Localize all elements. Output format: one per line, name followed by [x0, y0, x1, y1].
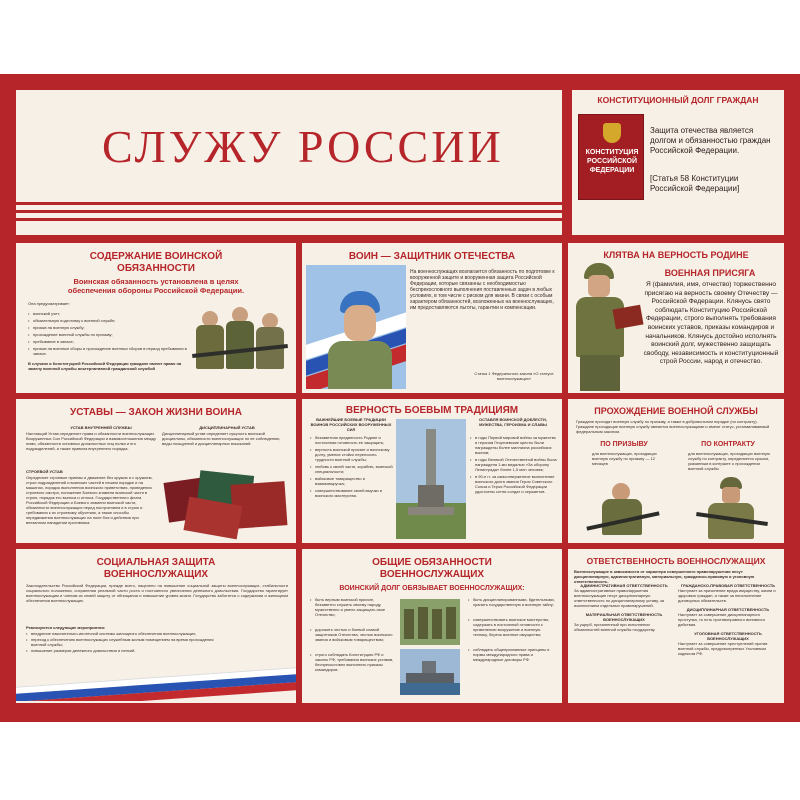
social-item: • переход к обеспечению военнослужащих служебным жилым помещением на время прохождения военной службы; [26, 637, 226, 647]
tradition-item: • совершенствование своей выучки и воинского мастерства. [310, 488, 394, 498]
responsibility-section-text: Наступает за совершение дисциплинарного проступка, то есть противоправного виновного действия. [678, 612, 766, 627]
duties-intro: Она предусматривает: [28, 301, 70, 306]
oath-title: КЛЯТВА НА ВЕРНОСТЬ РОДИНЕ [603, 250, 749, 260]
regulations-t3: Определяет строевые приемы и движение без оружия и с оружием, строи подразделений и воинских частей в пешем порядке и на машинах, порядок выполнения воинского приветствия, проведения строевого смотра, положение Боевого знамени воинской части в строю, порядок его выноса и относа. Государственного флага Российской Федерации и Боевого знамени воинской части, обязанности военнослужащих перед построением и в строю и требования к их строевому обучению, а также способы передвижения военнослужащих на поле боя и действия при внезапном нападении противника. [26, 475, 153, 525]
tradition-item: • в годы Великой Отечественной войны была награждена 1-ми медалью «За оборону Ленинграда» более 1,5 млн человек; [470, 457, 558, 472]
constitutional-text: Защита отечества является долгом и обязанностью граждан Российской Федерации. [650, 126, 771, 155]
responsibility-section-title: АДМИНИСТРАТИВНАЯ ОТВЕТСТВЕННОСТЬ [580, 583, 668, 588]
soldiers-group-image [192, 305, 292, 387]
duties-item: • призыв на военную службу; [28, 325, 188, 330]
passage-title: ПРОХОЖДЕНИЕ ВОЕННОЙ СЛУЖБЫ [594, 406, 758, 416]
general-subtitle: ВОИНСКИЙ ДОЛГ ОБЯЗЫВАЕТ ВОЕННОСЛУЖАЩИХ: [339, 585, 525, 592]
responsibility-section-text: Наступает за совершение преступлений против военной службы, предусмотренных Уголовным кодексом РФ. [678, 641, 768, 656]
regulations-t1: Настоящий Устав определяет права и обязанности военнослужащих Вооруженных Сил Российской Федерации и взаимоотношения между ними, обязанности основных должностных лиц полка и его подразделений, а также правила внутреннего порядка. [26, 431, 157, 451]
ship-image [400, 649, 460, 695]
general-right-list [468, 597, 556, 662]
regulations-h1: УСТАВ ВНУТРЕННЕЙ СЛУЖБЫ [70, 425, 132, 430]
tradition-item: • в годы Первой мировой войны за мужество и героизм Георгиевские кресты были награждены более миллиона российских воинов; [470, 435, 558, 455]
social-text: Законодательство Российской Федерации, прежде всего, нацелено на повышение социальной защиты военнослужащих, стабильности социального положения, сохранения реальной части роста и постоянного увеличения денежного довольствия. Государство гарантирует военнослужащим и членам их семей защиту от обнищания и повышение уровня жизни. Государство заботится о содержании и жилищном обеспечении военнослужащих. [26, 583, 288, 603]
responsibility-section-title: УГОЛОВНАЯ ОТВЕТСТВЕННОСТЬ ВОЕННОСЛУЖАЩИХ [694, 631, 762, 641]
regulations-t2: Дисциплинарный устав определяет сущность воинской дисциплины, обязанности военнослужащих по ее соблюдению, виды поощрений и дисциплинарных взысканий. [162, 431, 281, 446]
duties-title-line1: СОДЕРЖАНИЕ ВОИНСКОЙ [89, 251, 223, 262]
general-title-line2: ВОЕННОСЛУЖАЩИХ [379, 569, 485, 580]
social-panel [16, 549, 296, 703]
tradition-item: • в 90-е гг. за самоотверженное выполнение воинского долга звания Героя Советского Союза и Героя Российской Федерации удостоены сотни солдат и сержантов. [470, 474, 558, 494]
general-item: • дорожить честью и боевой славой защитников Отечества, честью воинского звания и войсковым товариществом; [310, 627, 396, 642]
book-line-2: РОССИЙСКОЙ [587, 158, 637, 165]
tradition-item: • беззаветная преданность Родине и постоянная готовность ее защищать; [310, 435, 394, 445]
oath-soldier-image [570, 263, 642, 391]
responsibility-section-title: ДИСЦИПЛИНАРНАЯ ОТВЕТСТВЕННОСТЬ [686, 607, 770, 612]
duties-note: В случаях и Конституцией Российской Федерации граждане имеют право на замену военной службы альтернативной гражданской службой [28, 361, 182, 371]
header-panel [16, 90, 562, 235]
oath-panel [568, 243, 784, 393]
social-item: • повышение размеров денежного довольствия и пенсий. [26, 648, 226, 653]
general-item: • быть дисциплинированными, бдительными, хранить государственную и военную тайну; [468, 597, 556, 607]
responsibility-left [574, 583, 674, 632]
responsibility-section-text: За административные правонарушения военнослужащие несут дисциплинарную ответственность по дисциплинарному уставу, за исключением отдельных правонарушений. [574, 588, 664, 608]
general-title-line1: ОБЩИЕ ОБЯЗАННОСТИ [372, 557, 492, 568]
page-title: СЛУЖУ РОССИИ [102, 121, 504, 172]
traditions-right-list [470, 435, 558, 494]
contract-soldier-image [694, 477, 770, 541]
regulations-panel [16, 399, 296, 543]
warrior-panel [302, 243, 562, 393]
general-item: • соблюдать общепризнанные принципы и нормы международного права и международные договоры РФ. [468, 647, 556, 662]
passage-col2-title: ПО КОНТРАКТУ [701, 441, 755, 448]
responsibility-section-text: Наступает за причинение вреда имуществу, жизни и здоровью граждан, а также за неисполнение договорных обязательств. [678, 588, 776, 603]
regulations-title: УСТАВЫ — ЗАКОН ЖИЗНИ ВОИНА [70, 407, 242, 418]
oath-text: Я (фамилия, имя, отчество) торжественно присягаю на верность своему Отечеству — Российской Федерации. Клянусь свято соблюдать Конституцию Российской Федерации, строго выполнять требования воинских уставов, приказы командиров и начальников. Клянусь достойно исполнять воинский долг, мужественно защищать свободу, независимость и конституционный строй России, народ и отечество. [643, 281, 779, 366]
social-title-line1: СОЦИАЛЬНАЯ ЗАЩИТА [96, 557, 216, 568]
tradition-item: • войсковое товарищество и взаимовыручка; [310, 476, 394, 486]
social-title-line2: ВОЕННОСЛУЖАЩИХ [103, 569, 209, 580]
passage-col1-text: для военнослужащих, проходящих военную службу по призыву — 12 месяцев [592, 451, 657, 466]
general-item: • строго соблюдать Конституцию РФ и законы РФ, требования воинских уставов, беспрекословно выполнять приказы командиров. [310, 652, 396, 672]
regulations-h3: СТРОЕВОЙ УСТАВ [26, 469, 63, 474]
passage-col1-title: ПО ПРИЗЫВУ [600, 441, 648, 448]
header-stripe-3 [16, 218, 562, 221]
traditions-right-title: ОСТАВЛЯ ВОИНСКОЙ ДОБЛЕСТИ, МУЖЕСТВА, ГЕРОИЗМА И СЛАВЫ [478, 417, 548, 427]
general-item: • быть верным воинской присяге, беззаветно служить своему народу, мужественно и умело защищать свое Отечество; [310, 597, 396, 617]
passage-intro: Граждане проходят военную службу по призыву, а также в добровольном порядке (по контракту). Граждане проходящие военную службу являются военнослужащими и имеют статус, устанавливаемый федеральным законом. [576, 419, 770, 434]
duties-item: • воинский учет; [28, 311, 188, 316]
duties-panel [16, 243, 296, 393]
constitution-book-icon [578, 114, 644, 200]
general-duties-panel [302, 549, 562, 703]
warrior-ref: Статья 1 Федерального закона «О статусе военнослужащих» [474, 371, 554, 381]
traditions-left-title: ВАЖНЕЙШИЕ БОЕВЫЕ ТРАДИЦИИ ВОИНОВ РОССИЙСКИХ ВООРУЖЕННЫХ СИЛ [310, 417, 392, 432]
oath-heading: ВОЕННАЯ ПРИСЯГА [664, 268, 756, 278]
traditions-left-list [310, 435, 394, 498]
responsibility-section-text: За ущерб, причиненный при исполнении обязанностей военной службы государству. [574, 622, 656, 632]
russian-flag-ribbon-icon [16, 667, 296, 701]
traditions-title: ВЕРНОСТЬ БОЕВЫМ ТРАДИЦИЯМ [345, 405, 519, 416]
header-stripe-1 [16, 202, 562, 205]
conscript-soldier-image [586, 479, 662, 541]
tradition-item: • верность воинской присяге и воинскому долгу, умение стойко переносить трудности военной службы; [310, 447, 394, 462]
regulation-books-image [162, 465, 290, 539]
warrior-text: На военнослужащих возлагается обязанность по подготовке к вооруженной защите и вооруженная защита Российской Федерации, которые связанны с необходимостью беспрекословного выполнения поставленных задач в любых условиях, в том числе с риском для жизни. В связи с особым характером обязанностей, возложенных на военнослужащих, им предоставляются льготы, гарантии и компенсации. [410, 269, 555, 311]
constitutional-ref: [Статья 58 Конституции Российской Федерации] [650, 174, 740, 193]
traditions-panel [302, 399, 562, 543]
general-item: • совершенствовать воинское мастерство, содержать в постоянной готовности к применению вооружение и военную технику, беречь военное имущество; [468, 617, 556, 637]
soldiers-march-image [400, 599, 460, 645]
responsibility-section-title: МАТЕРИАЛЬНАЯ ОТВЕТСТВЕННОСТЬ ВОЕННОСЛУЖАЩИХ [585, 612, 663, 622]
duties-title-line2: ОБЯЗАННОСТИ [117, 263, 195, 274]
duties-item: • пребывание в запасе; [28, 339, 188, 344]
book-line-1: КОНСТИТУЦИЯ [585, 149, 639, 156]
passage-panel [568, 399, 784, 543]
responsibility-title: ОТВЕТСТВЕННОСТЬ ВОЕННОСЛУЖАЩИХ [586, 556, 766, 566]
coat-of-arms-icon [603, 123, 621, 143]
tradition-item: • любовь к своей части, кораблю, воинской специальности; [310, 464, 394, 474]
duties-subtitle: Воинская обязанность установлена в целях обеспечения обороны Российской Федерации. [67, 277, 245, 295]
responsibility-panel [568, 549, 784, 703]
social-sub: Реализуются следующие мероприятия: [26, 625, 106, 630]
regulations-h2: ДИСЦИПЛИНАРНЫЙ УСТАВ [199, 425, 255, 430]
responsibility-right [678, 583, 778, 656]
warrior-title: ВОИН — ЗАЩИТНИК ОТЕЧЕСТВА [348, 251, 516, 262]
social-item: • внедрение накопительно-ипотечной системы жилищного обеспечения военнослужащих; [26, 631, 226, 636]
responsibility-intro: Военнослужащие в зависимости от характера совершенного правонарушения несут дисциплинарную, административную, материальную, гражданско-правовую и уголовную ответственность. [574, 569, 755, 584]
general-left-list [310, 597, 396, 672]
duties-item: • прохождение военной службы по призыву; [28, 332, 188, 337]
passage-col2-text: для военнослужащих, проходящих военную службу по контракту, определяется сроком, указанным в контракте о прохождении военной службы [688, 451, 770, 471]
social-list [26, 631, 226, 653]
duties-list [28, 311, 188, 356]
book-line-3: ФЕДЕРАЦИИ [589, 167, 635, 174]
duties-item: • призыв на военные сборы и прохождение военных сборов в период пребывания в запасе. [28, 346, 188, 356]
paratrooper-image [306, 265, 406, 389]
monument-image [396, 419, 466, 539]
header-stripe-2 [16, 210, 562, 213]
responsibility-section-title: ГРАЖДАНСКО-ПРАВОВАЯ ОТВЕТСТВЕННОСТЬ [680, 583, 776, 588]
constitutional-panel [572, 90, 784, 235]
duties-item: • обязательную подготовку к военной службе; [28, 318, 188, 323]
constitutional-title: КОНСТИТУЦИОННЫЙ ДОЛГ ГРАЖДАН [597, 95, 759, 105]
